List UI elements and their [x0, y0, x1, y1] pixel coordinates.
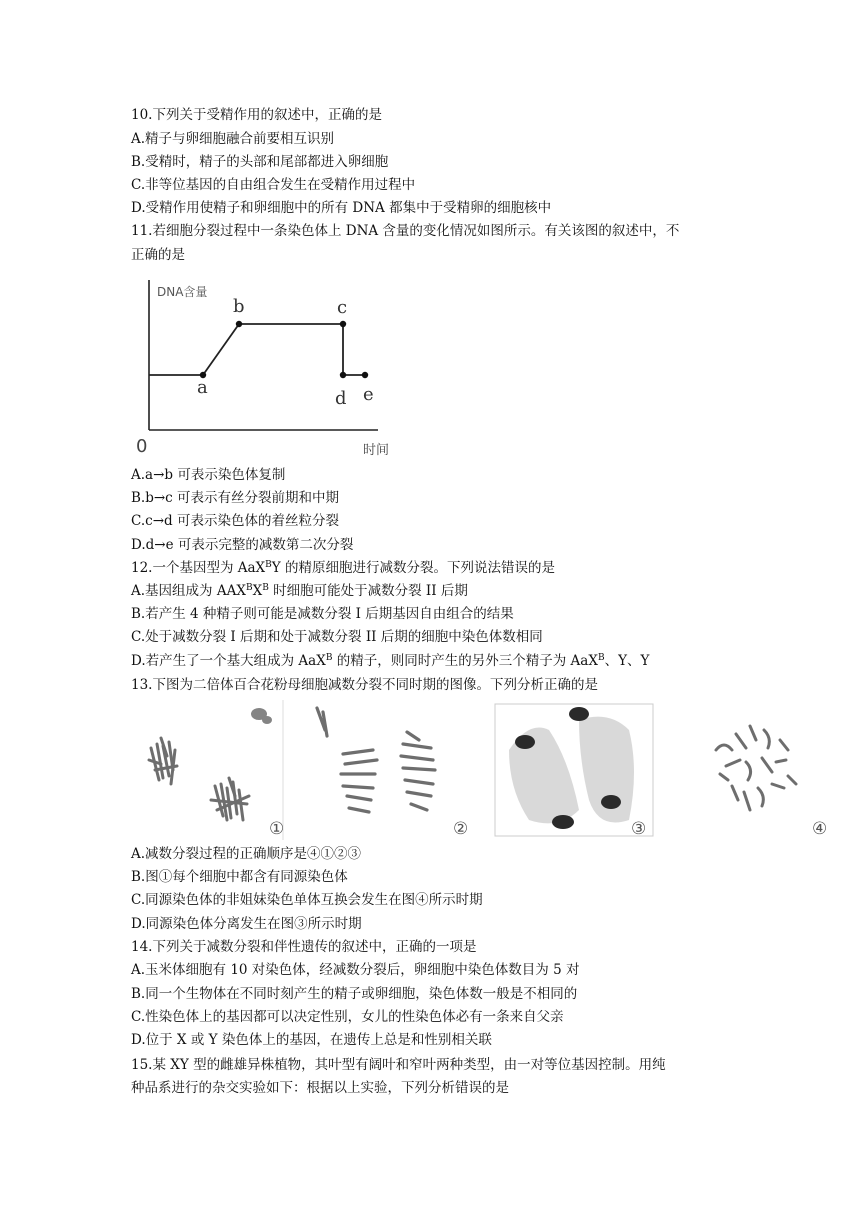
q12-option-a: A.基因组成为 $AAX^BX^B$ 时细胞可能处于减数分裂 II 后期 [131, 583, 468, 599]
meiosis-micrographs [131, 700, 831, 840]
q13-stem: 13.下图为二倍体百合花粉母细胞减数分裂不同时期的图像。下列分析正确的是 [131, 677, 598, 693]
point-d [340, 372, 346, 378]
q11-stem-line1: 11.若细胞分裂过程中一条染色体上 DNA 含量的变化情况如图所示。有关该图的叙述中，不 [131, 223, 680, 239]
q15-stem-line1: 15.某 XY 型的雌雄异株植物，其叶型有阔叶和窄叶两种类型，由一对等位基因控制。用纯 [131, 1057, 666, 1073]
q12-stem: 12.一个基因型为 AaX$^B$Y 的精原细胞进行减数分裂。下列说法错误的是 [131, 560, 555, 576]
label-e: e [363, 384, 374, 405]
q13-option-d: D.同源染色体分离发生在图③所示时期 [131, 916, 362, 932]
panel-label-2: ② [453, 819, 469, 839]
label-d: d [335, 388, 347, 409]
point-e [362, 372, 368, 378]
q13-option-b: B.图①每个细胞中都含有同源染色体 [131, 869, 348, 885]
label-b: b [233, 296, 245, 317]
dna-curve [149, 324, 365, 375]
q14-option-a: A.玉米体细胞有 10 对染色体，经减数分裂后，卵细胞中染色体数目为 5 对 [131, 962, 580, 978]
q14-option-d: D.位于 X 或 Y 染色体上的基因，在遗传上总是和性别相关联 [131, 1032, 492, 1048]
panel-label-1: ① [269, 819, 285, 839]
panel-label-3: ③ [631, 819, 647, 839]
q10-stem: 10.下列关于受精作用的叙述中，正确的是 [131, 107, 382, 123]
q10-option-d: D.受精作用使精子和卵细胞中的所有 DNA 都集中于受精卵的细胞核中 [131, 200, 552, 216]
panel-label-4: ④ [812, 819, 828, 839]
q11-option-a: A.a→b 可表示染色体复制 [131, 467, 286, 483]
q12-option-d: D.若产生了一个基大组成为 AaX$^B$ 的精子，则同时产生的另外三个精子为 AaX$^B$、Y、Y [131, 653, 650, 669]
q11-option-b: B.b→c 可表示有丝分裂前期和中期 [131, 490, 340, 506]
q12-option-b: B.若产生 4 种精子则可能是减数分裂 Ⅰ 后期基因自由组合的结果 [131, 606, 514, 622]
label-c: c [337, 297, 348, 318]
point-b [236, 321, 242, 327]
x-axis-label: 时间 [363, 443, 390, 458]
q11-stem-line2: 正确的是 [131, 247, 185, 263]
q15-stem-line2: 种品系进行的杂交实验如下：根据以上实验，下列分析错误的是 [131, 1080, 509, 1096]
q14-option-c: C.性染色体上的基因都可以决定性别，女儿的性染色体必有一条来自父亲 [131, 1009, 564, 1025]
micrograph-3 [489, 700, 659, 840]
y-axis-label: DNA含量 [157, 285, 208, 299]
label-a: a [197, 377, 208, 398]
q14-stem: 14.下列关于减数分裂和伴性遗传的叙述中，正确的一项是 [131, 939, 477, 955]
point-c [340, 321, 346, 327]
micrograph-1 [131, 700, 291, 840]
q13-option-a: A.减数分裂过程的正确顺序是④①②③ [131, 846, 362, 862]
micrograph-2 [303, 700, 483, 840]
q12-option-c: C.处于减数分裂 Ⅰ 后期和处于减数分裂 II 后期的细胞中染色体数相同 [131, 629, 543, 645]
q14-option-b: B.同一个生物体在不同时刻产生的精子或卵细胞，染色体数一般是不相同的 [131, 986, 578, 1002]
dna-content-graph [133, 270, 403, 460]
micrograph-4 [676, 700, 831, 840]
q10-option-a: A.精子与卵细胞融合前要相互识别 [131, 131, 335, 147]
origin-label: 0 [136, 436, 148, 457]
q11-option-c: C.c→d 可表示染色体的着丝粒分裂 [131, 513, 339, 529]
q10-option-c: C.非等位基因的自由组合发生在受精作用过程中 [131, 177, 416, 193]
q13-option-c: C.同源染色体的非姐妹染色单体互换会发生在图④所示时期 [131, 892, 483, 908]
q10-option-b: B.受精时，精子的头部和尾部都进入卵细胞 [131, 154, 389, 170]
q11-option-d: D.d→e 可表示完整的减数第二次分裂 [131, 537, 354, 553]
